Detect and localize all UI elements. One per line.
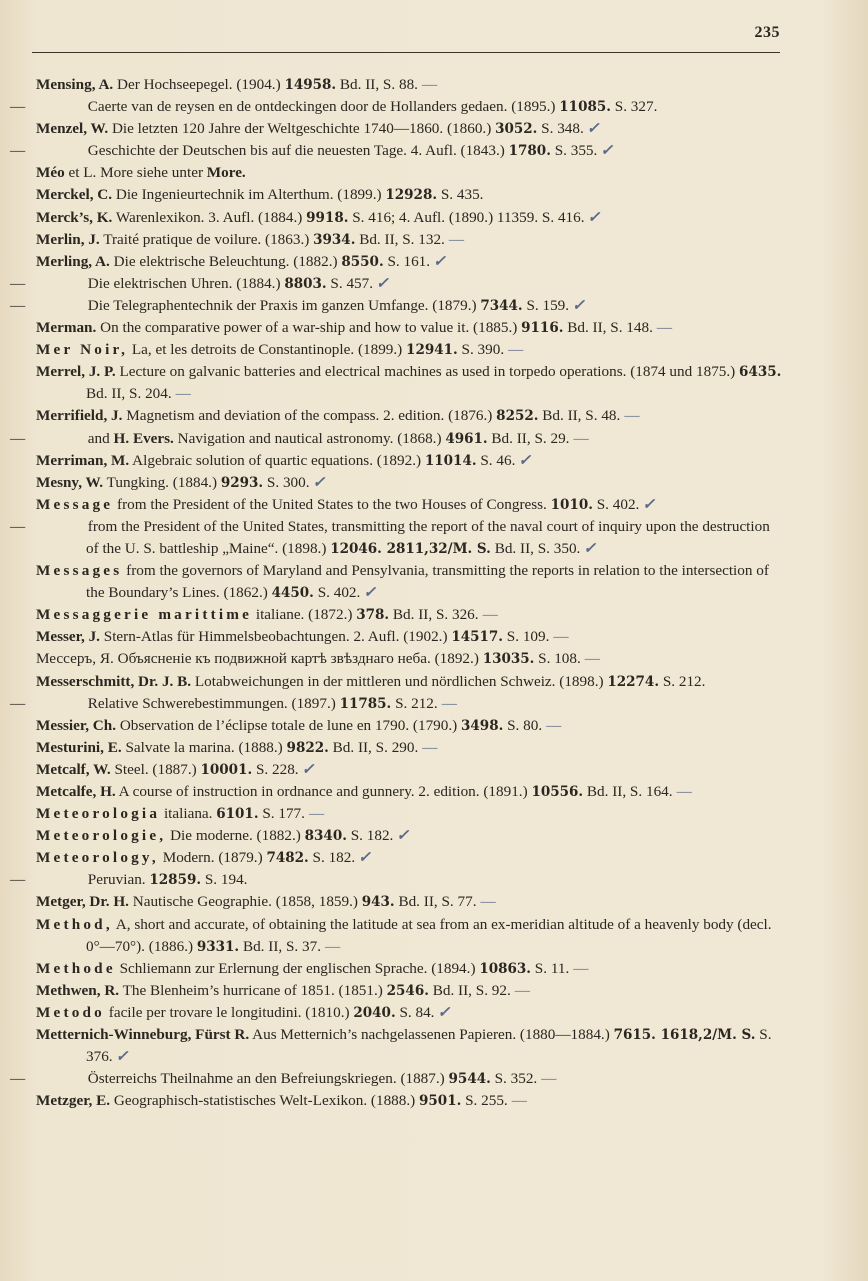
catalog-entry [36, 715, 786, 737]
entry-location: Bd. II, S. 29. [487, 429, 570, 447]
entry-heading: Merrel, J. P. [36, 363, 116, 381]
entry-text: Geographisch-statistisches Welt-Lexikon. (1888.) [110, 1092, 420, 1110]
check-mark: ✓ [587, 208, 601, 226]
catalog-entry [36, 118, 786, 140]
entry-text: Geschichte der Deutschen bis auf die neuesten Tage. 4. Aufl. (1843.) [84, 142, 509, 160]
entry-catalog-number: 6435. [739, 364, 782, 381]
catalog-entry [36, 914, 786, 958]
entry-catalog-number: 9501. [419, 1093, 462, 1110]
entry-catalog-number: 2040. [353, 1004, 396, 1021]
entry-text: Traité pratique de voilure. (1863.) [99, 230, 314, 248]
dash-mark: — [448, 230, 465, 248]
entry-catalog-number: 7615. 1618,2/M. S. [613, 1027, 756, 1044]
entry-location: S. 84. [395, 1003, 435, 1021]
entry-dash: — [10, 142, 26, 160]
entry-location: Bd. II, S. 132. [355, 230, 445, 248]
dash-mark: — [422, 738, 438, 756]
entry-text: A, short and accurate, of obtaining the latitude at sea from an ex-meridian altitude of a heavenly body (decl. 0°—70°). (1886.) [86, 915, 772, 955]
entry-heading-spaced: Meteorologia [36, 805, 161, 823]
dash-mark: — [175, 385, 191, 403]
check-mark: ✓ [301, 760, 315, 778]
catalog-entry [36, 759, 786, 781]
entry-location: S. 355. [550, 142, 598, 160]
entry-text: Aus Metternich’s nachgelassenen Papieren. (1880—1884.) [249, 1026, 614, 1044]
dash-mark: — [553, 628, 569, 646]
entry-catalog-number: 943. [361, 894, 395, 911]
entry-heading: Merlin, J. [36, 230, 100, 248]
entry-location: S. 402. [592, 495, 640, 513]
entry-catalog-number: 7482. [266, 850, 309, 867]
dash-mark: — [325, 937, 341, 955]
dash-mark: — [676, 783, 692, 800]
entry-catalog-number: 3052. [495, 121, 538, 138]
entry-catalog-number: 4450. [271, 585, 314, 602]
entry-location: S. 376. [86, 1026, 772, 1066]
dash-mark: — [508, 341, 524, 359]
catalog-entry [10, 428, 786, 450]
catalog-entry [36, 891, 786, 913]
dash-mark: — [308, 805, 325, 823]
entry-text: italiana. [160, 805, 217, 823]
entry-heading-spaced: Messaggerie marittime [36, 606, 253, 624]
check-mark: ✓ [583, 539, 597, 557]
entry-heading: Messier, Ch. [36, 716, 117, 734]
catalog-entry [36, 494, 786, 516]
entry-text: La, et les detroits de Constantinople. (1899.) [128, 341, 407, 359]
entry-location: Bd. II, S. 92. [428, 981, 511, 999]
entry-catalog-number: 8550. [341, 253, 384, 270]
entry-text: Die moderne. (1882.) [166, 827, 305, 845]
entry-text: Österreichs Theilnahme an den Befreiungskriegen. (1887.) [84, 1070, 449, 1088]
entry-catalog-number: 3934. [313, 231, 356, 248]
check-mark: ✓ [586, 120, 600, 138]
entry-catalog-number: 8340. [304, 828, 347, 845]
catalog-entry [36, 958, 786, 980]
entry-location: S. 212. [659, 672, 706, 690]
catalog-entry [36, 339, 786, 361]
entry-catalog-number: 12859. [149, 872, 202, 889]
dash-mark: — [546, 716, 562, 734]
entry-heading: Metzger, E. [36, 1092, 111, 1110]
dash-mark: — [514, 981, 530, 999]
entry-heading: Metcalf, W. [36, 760, 111, 778]
entry-text: from the President of the United States to the two Houses of Congress. [113, 495, 551, 513]
entry-location: S. 327. [610, 98, 658, 116]
entry-catalog-number: 10001. [200, 761, 253, 778]
catalog-entry [36, 472, 786, 494]
entry-heading: Merck’s, K. [36, 208, 113, 226]
entry-coauthor: H. Evers. [113, 429, 174, 447]
dash-mark: — [584, 650, 600, 668]
check-mark: ✓ [433, 252, 446, 270]
entry-text: Caerte van de reysen en de ontdeckingen door de Hollanders gedaen. (1895.) [84, 98, 560, 116]
dash-mark: — [656, 319, 673, 337]
entry-heading: Méo [36, 164, 65, 182]
entry-catalog-number: 11785. [339, 695, 392, 712]
entry-text: Die Telegraphentechnik der Praxis im ganzen Umfange. (1879.) [84, 296, 481, 314]
dash-mark: — [441, 694, 457, 712]
entry-location: S. 255. [461, 1092, 508, 1110]
entry-text: Steel. (1887.) [110, 760, 201, 778]
entry-location: Bd. II, S. 350. [490, 539, 581, 557]
entry-location: S. 46. [476, 451, 516, 469]
catalog-entry [10, 96, 786, 118]
entry-heading: Merriman, M. [36, 451, 130, 469]
entry-location: S. 109. [503, 628, 550, 646]
dash-mark: — [624, 407, 640, 425]
catalog-entry [36, 1090, 786, 1112]
entry-location: Bd. II, S. 148. [563, 319, 653, 337]
entry-heading: Mesturini, E. [36, 738, 122, 756]
entry-catalog-number: 12941. [406, 342, 458, 359]
entry-dash: — [10, 274, 26, 292]
entry-catalog-number: 10556. [531, 784, 584, 800]
entry-location: S. 177. [258, 805, 305, 823]
entry-heading: Messer, J. [36, 628, 100, 646]
entry-catalog-number: 378. [356, 607, 390, 624]
entry-location: Bd. II, S. 326. [389, 606, 479, 624]
catalog-entry [36, 1002, 786, 1024]
entry-catalog-number: 14958. [284, 77, 337, 93]
entry-catalog-number: 1010. [550, 496, 593, 513]
entry-location: Bd. II, S. 37. [239, 937, 321, 955]
entry-catalog-number: 4961. [445, 430, 488, 447]
catalog-entry [36, 604, 786, 626]
entry-location: S. 80. [503, 716, 543, 734]
entry-catalog-number: 9116. [521, 320, 564, 337]
entry-text: Stern-Atlas für Himmelsbeobachtungen. 2. Aufl. (1902.) [99, 628, 452, 646]
entry-heading: Mensing, A. [36, 76, 114, 93]
entry-text: Nautische Geographie. (1858, 1859.) [128, 893, 362, 911]
entry-catalog-number: 12274. [607, 673, 660, 690]
check-mark: ✓ [572, 296, 585, 314]
check-mark: ✓ [363, 584, 377, 602]
check-mark: ✓ [358, 849, 371, 867]
catalog-entry [36, 847, 786, 869]
entry-heading: Metger, Dr. H. [36, 893, 129, 911]
check-mark: ✓ [437, 1003, 451, 1021]
catalog-entry [10, 693, 786, 715]
entry-heading: Merckel, C. [36, 186, 113, 204]
entry-catalog-number: 9331. [196, 938, 240, 955]
catalog-entry [36, 671, 786, 693]
entry-location: Bd. II, S. 164. [583, 783, 673, 800]
entry-catalog-number: 8803. [284, 275, 327, 292]
entry-location: Bd. II, S. 204. [86, 385, 172, 403]
entry-dash: — [10, 98, 26, 116]
entry-heading: Methwen, R. [36, 981, 120, 999]
page-number: 235 [754, 24, 780, 41]
entry-location: S. 300. [263, 473, 310, 491]
header-rule [32, 52, 780, 53]
entry-list [10, 74, 786, 1112]
entry-location: S. 416; 4. Aufl. (1890.) 11359. S. 416. [348, 208, 585, 226]
entry-heading: Merman. [36, 319, 97, 337]
entry-catalog-number: 8252. [496, 408, 539, 425]
entry-location: S. 194. [201, 871, 248, 889]
entry-text: from the governors of Maryland and Pensylvania, transmitting the reports in relation to the intersection of the Boundary’s Lines. (1862.) [86, 562, 769, 602]
entry-text-cont: Navigation and nautical astronomy. (1868.) [173, 429, 446, 447]
entry-location: S. 457. [326, 274, 374, 292]
entry-location: S. 159. [522, 296, 570, 314]
entry-catalog-number: 9822. [286, 739, 329, 756]
entry-text: Lotabweichungen in der mittleren und nördlichen Schweiz. (1898.) [191, 672, 608, 690]
entry-location: S. 228. [252, 760, 299, 778]
entry-text: Algebraic solution of quartic equations. (1892.) [129, 451, 425, 469]
entry-text: A course of instruction in ordnance and gunnery. 2. edition. (1891.) [115, 783, 532, 800]
catalog-entry [36, 450, 786, 472]
catalog-entry [36, 361, 786, 405]
entry-heading: Metcalfe, H. [36, 783, 116, 800]
entry-location: S. 182. [308, 849, 356, 867]
catalog-entry [36, 405, 786, 427]
entry-text: Salvate la marina. (1888.) [121, 738, 287, 756]
entry-location: Bd. II, S. 290. [328, 738, 419, 756]
entry-heading-spaced: Meteorology, [36, 849, 159, 867]
entry-text: Tungking. (1884.) [103, 473, 221, 491]
entry-text: facile per trovare le longitudini. (1810.) [104, 1003, 354, 1021]
catalog-entry [36, 560, 786, 604]
entry-text: from the President of the United States, transmitting the report of the naval court of inquiry upon the destruction of the U. S. battleship „Maine“. (1898.) [84, 517, 770, 557]
entry-catalog-number: 12046. 2811,32/M. S. [330, 540, 491, 557]
catalog-entry [10, 1068, 786, 1090]
entry-location: S. 348. [537, 120, 584, 138]
entry-location: Bd. II, S. 77. [394, 893, 477, 911]
catalog-entry [10, 273, 786, 295]
entry-location: S. 352. [490, 1070, 538, 1088]
entry-dash: — [10, 429, 26, 447]
entry-text: italiane. (1872.) [252, 606, 357, 624]
entry-text: Мессеръ, Я. Объясненіе къ подвижной картѣ звѣзднаго неба. (1892.) [36, 650, 483, 668]
entry-heading: Merling, A. [36, 252, 110, 270]
entry-text: Warenlexikon. 3. Aufl. (1884.) [112, 208, 307, 226]
entry-text: Observation de l’éclipse totale de lune en 1790. (1790.) [116, 716, 462, 734]
entry-text: Peruvian. [84, 871, 150, 889]
catalog-entry [36, 207, 786, 229]
entry-text: Die letzten 120 Jahre der Weltgeschichte 1740—1860. (1860.) [108, 120, 496, 138]
entry-catalog-number: 6101. [216, 806, 259, 823]
dash-mark: — [541, 1070, 557, 1088]
entry-catalog-number: 9918. [306, 209, 349, 226]
entry-dash: — [10, 517, 26, 535]
entry-dash: — [10, 1070, 26, 1088]
entry-location: S. 161. [383, 252, 431, 270]
entry-dash: — [10, 694, 26, 712]
entry-heading: Metternich-Winneburg, Fürst R. [36, 1026, 250, 1044]
entry-catalog-number: 9544. [448, 1071, 491, 1088]
entry-heading-spaced: Method, [36, 915, 113, 933]
dash-mark: — [573, 429, 589, 447]
entry-catalog-number: 12928. [385, 187, 438, 204]
entry-dash: — [10, 871, 26, 889]
entry-text: Lecture on galvanic batteries and electrical machines as used in torpedo operations. (1874 und 1875.) [115, 363, 740, 381]
entry-text: Schliemann zur Erlernung der englischen Sprache. (1894.) [115, 959, 480, 977]
check-mark: ✓ [396, 827, 410, 845]
entry-text: Die Ingenieurtechnik im Alterthum. (1899.) [112, 186, 386, 204]
entry-text: Magnetism and deviation of the compass. 2. edition. (1876.) [122, 407, 497, 425]
check-mark: ✓ [518, 451, 532, 469]
entry-catalog-number: 7344. [480, 297, 523, 314]
dash-mark: — [480, 893, 496, 911]
entry-dash: — [10, 296, 26, 314]
entry-heading-spaced: Message [36, 495, 114, 513]
entry-catalog-number: 2546. [386, 982, 429, 999]
check-mark: ✓ [115, 1048, 129, 1066]
entry-location: Bd. II, S. 88. [336, 76, 418, 93]
catalog-entry [36, 648, 786, 670]
catalog-entry [36, 781, 786, 803]
catalog-entry [36, 162, 786, 184]
entry-location: S. 212. [391, 694, 438, 712]
catalog-entry [36, 737, 786, 759]
dash-mark: — [421, 76, 438, 93]
catalog-entry [36, 626, 786, 648]
entry-catalog-number: 11085. [559, 99, 611, 116]
entry-heading-spaced: Methode [36, 959, 116, 977]
entry-heading-spaced: Meteorologie, [36, 827, 167, 845]
entry-reference: More. [206, 164, 246, 182]
entry-catalog-number: 11014. [424, 452, 477, 469]
entry-catalog-number: 3498. [461, 717, 504, 734]
catalog-entry [36, 229, 786, 251]
entry-heading-spaced: Mer Noir, [36, 341, 129, 359]
entry-text: Modern. (1879.) [158, 849, 267, 867]
entry-location: S. 182. [346, 827, 394, 845]
catalog-entry [36, 317, 786, 339]
entry-catalog-number: 10863. [479, 960, 531, 977]
dash-mark: — [573, 959, 589, 977]
dash-mark: — [482, 606, 498, 624]
catalog-entry [36, 184, 786, 206]
entry-heading-spaced: Messages [36, 562, 123, 580]
entry-text: Der Hochseepegel. (1904.) [113, 76, 285, 93]
catalog-entry [10, 516, 786, 560]
entry-text: The Blenheim’s hurricane of 1851. (1851.) [119, 981, 387, 999]
catalog-entry [10, 295, 786, 317]
dash-mark: — [511, 1092, 527, 1110]
entry-catalog-number: 1780. [508, 143, 551, 160]
entry-location: S. 435. [437, 186, 484, 204]
entry-heading: Messerschmitt, Dr. J. B. [36, 672, 192, 690]
entry-text: Die elektrischen Uhren. (1884.) [84, 274, 285, 292]
entry-location: S. 108. [534, 650, 581, 668]
catalog-entry [36, 980, 786, 1002]
catalog-entry [10, 869, 786, 891]
check-mark: ✓ [376, 274, 389, 292]
entry-location: S. 402. [313, 584, 361, 602]
entry-catalog-number: 14517. [451, 629, 503, 646]
entry-catalog-number: 13035. [482, 651, 535, 668]
entry-text: and [84, 429, 114, 447]
entry-heading: Menzel, W. [36, 120, 109, 138]
check-mark: ✓ [312, 473, 326, 491]
catalog-entry [10, 140, 786, 162]
catalog-entry [36, 825, 786, 847]
entry-heading: Merrifield, J. [36, 407, 123, 425]
entry-catalog-number: 9293. [220, 474, 264, 491]
entry-location: S. 390. [457, 341, 505, 359]
catalog-entry [36, 803, 786, 825]
entry-text: Relative Schwerebestimmungen. (1897.) [84, 694, 340, 712]
entry-text: et L. More siehe unter [64, 164, 207, 182]
entry-heading: Mesny, W. [36, 473, 104, 491]
entry-location: S. 11. [530, 959, 570, 977]
check-mark: ✓ [642, 495, 656, 513]
catalog-entry [36, 1024, 786, 1068]
entry-text: On the comparative power of a war-ship and how to value it. (1885.) [96, 319, 522, 337]
entry-heading-spaced: Metodo [36, 1003, 105, 1021]
catalog-entry [36, 251, 786, 273]
entry-text: Die elektrische Beleuchtung. (1882.) [109, 252, 342, 270]
entry-location: Bd. II, S. 48. [538, 407, 621, 425]
check-mark: ✓ [600, 142, 614, 160]
catalog-entry [36, 74, 786, 96]
